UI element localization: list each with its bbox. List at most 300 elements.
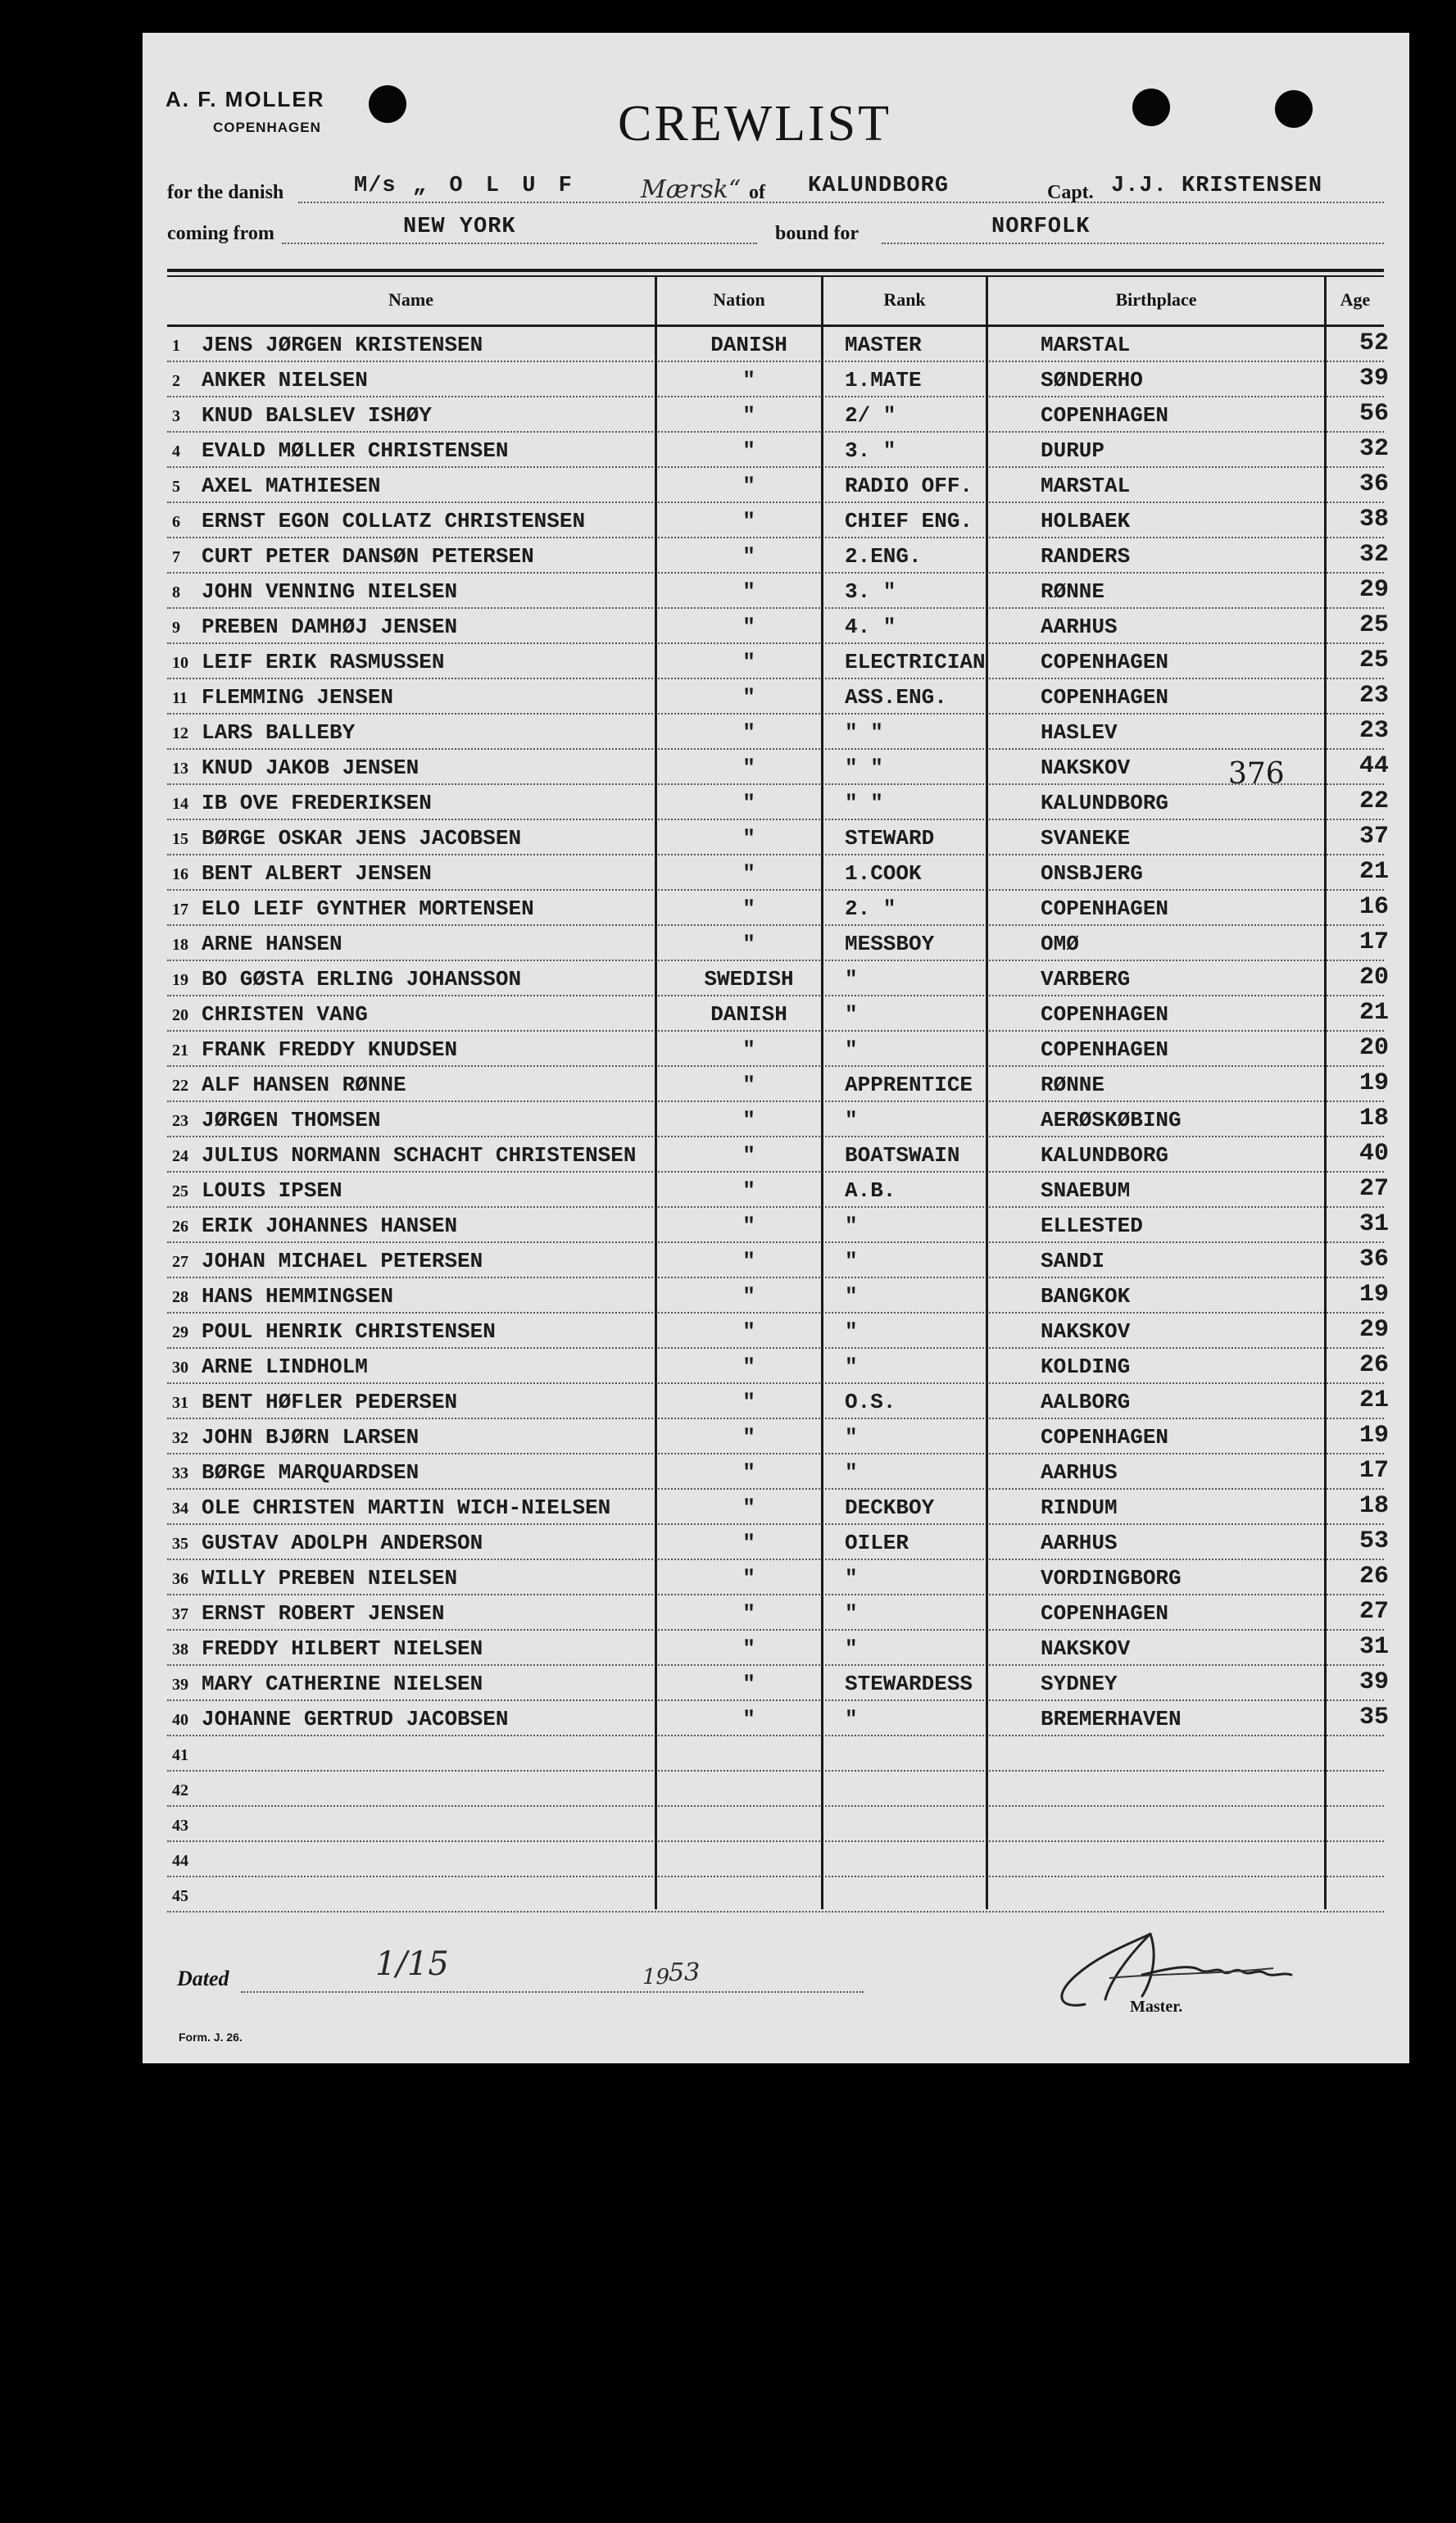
crew-rank: 4. " xyxy=(845,615,896,639)
crew-birthplace: KALUNDBORG xyxy=(1041,1143,1169,1168)
punch-hole xyxy=(369,85,406,123)
table-row xyxy=(167,1419,1390,1454)
crew-name: JOHN VENNING NIELSEN xyxy=(202,579,458,604)
crew-name: ERNST ROBERT JENSEN xyxy=(202,1601,445,1626)
row-number: 45 xyxy=(172,1887,188,1905)
dated-label: Dated xyxy=(177,1967,229,1990)
crew-birthplace: COPENHAGEN xyxy=(1041,650,1169,674)
crew-name: POUL HENRIK CHRISTENSEN xyxy=(202,1319,496,1344)
crew-name: BØRGE MARQUARDSEN xyxy=(202,1460,420,1485)
row-number: 30 xyxy=(172,1359,188,1377)
table-row xyxy=(167,1173,1390,1208)
row-number: 26 xyxy=(172,1218,188,1236)
table-row xyxy=(167,1631,1390,1666)
master-label: Master. xyxy=(1130,1998,1183,2016)
crew-age: 16 xyxy=(1359,893,1390,921)
row-number: 34 xyxy=(172,1500,188,1518)
crew-age: 36 xyxy=(1359,1246,1390,1273)
table-top-rule xyxy=(167,269,1384,272)
crew-rank: " xyxy=(845,1002,858,1027)
crew-age: 27 xyxy=(1359,1175,1390,1203)
table-row xyxy=(167,362,1390,397)
table-row xyxy=(167,397,1390,433)
row-number: 8 xyxy=(172,583,180,601)
crew-birthplace: SØNDERHO xyxy=(1041,368,1143,393)
column-header-name: Name xyxy=(388,289,433,310)
column-divider xyxy=(821,275,823,1909)
crew-nation: DANISH xyxy=(710,1002,787,1027)
table-row xyxy=(167,1772,1384,1807)
table-row xyxy=(167,891,1390,926)
page-number-stamp: 376 xyxy=(1228,757,1285,791)
row-number: 42 xyxy=(172,1781,188,1799)
crew-birthplace: RINDUM xyxy=(1041,1495,1118,1520)
crew-age: 20 xyxy=(1359,1034,1390,1062)
crew-birthplace: HOLBAEK xyxy=(1041,509,1131,533)
crew-nation: " xyxy=(742,438,755,463)
crew-age: 26 xyxy=(1359,1351,1390,1379)
crew-rank: " xyxy=(845,1037,858,1062)
crew-age: 39 xyxy=(1359,365,1390,393)
crew-name: ELO LEIF GYNTHER MORTENSEN xyxy=(202,896,534,921)
crew-rank: 1.COOK xyxy=(845,861,922,886)
crew-name: FREDDY HILBERT NIELSEN xyxy=(202,1636,483,1661)
home-port: KALUNDBORG xyxy=(808,174,950,198)
crew-rank: " xyxy=(845,1601,858,1626)
table-row xyxy=(167,785,1390,820)
crew-rank: ELECTRICIAN xyxy=(845,650,986,674)
crew-rank: " xyxy=(845,1460,858,1485)
crew-nation: " xyxy=(742,1214,755,1238)
crew-birthplace: DURUP xyxy=(1041,438,1105,463)
crew-age: 19 xyxy=(1359,1422,1390,1450)
crew-name: ALF HANSEN RØNNE xyxy=(202,1073,406,1097)
crew-rank: ASS.ENG. xyxy=(845,685,947,710)
crew-age: 23 xyxy=(1359,717,1390,745)
crew-birthplace: BANGKOK xyxy=(1041,1284,1131,1309)
crewlist-form xyxy=(143,33,1409,2063)
crew-rank: 2. " xyxy=(845,896,896,921)
table-row xyxy=(167,1736,1384,1772)
crew-name: ARNE LINDHOLM xyxy=(202,1355,368,1379)
table-row xyxy=(167,855,1390,891)
crew-name: CHRISTEN VANG xyxy=(202,1002,368,1027)
table-row xyxy=(167,679,1390,715)
table-row xyxy=(167,1877,1384,1913)
crew-name: IB OVE FREDERIKSEN xyxy=(202,791,432,815)
row-number: 36 xyxy=(172,1570,188,1588)
crew-rank: 3. " xyxy=(845,438,896,463)
row-number: 27 xyxy=(172,1253,188,1271)
column-divider xyxy=(986,275,988,1909)
crew-name: EVALD MØLLER CHRISTENSEN xyxy=(202,438,509,463)
row-number: 39 xyxy=(172,1676,188,1694)
table-row xyxy=(167,1384,1390,1419)
table-row xyxy=(167,820,1390,855)
crew-birthplace: COPENHAGEN xyxy=(1041,1037,1169,1062)
crew-nation: " xyxy=(742,756,755,780)
column-divider xyxy=(1324,275,1327,1909)
row-number: 21 xyxy=(172,1041,188,1060)
crew-nation: DANISH xyxy=(710,333,787,357)
crew-nation: " xyxy=(742,1636,755,1661)
crew-age: 18 xyxy=(1359,1492,1390,1520)
crew-nation: " xyxy=(742,932,755,956)
crew-rank: CHIEF ENG. xyxy=(845,509,973,533)
row-number: 2 xyxy=(172,372,180,390)
crew-name: BØRGE OSKAR JENS JACOBSEN xyxy=(202,826,522,851)
crew-name: JENS JØRGEN KRISTENSEN xyxy=(202,333,483,357)
crew-nation: " xyxy=(742,1495,755,1520)
crew-birthplace: KOLDING xyxy=(1041,1355,1131,1379)
crew-age: 56 xyxy=(1359,400,1390,428)
crew-age: 25 xyxy=(1359,611,1390,639)
crew-age: 23 xyxy=(1359,682,1390,710)
crew-age: 35 xyxy=(1359,1704,1390,1731)
crew-nation: " xyxy=(742,1460,755,1485)
crew-age: 36 xyxy=(1359,470,1390,498)
year-suffix: 53 xyxy=(669,1958,701,1987)
column-header-rank: Rank xyxy=(883,289,926,310)
crew-birthplace: COPENHAGEN xyxy=(1041,685,1169,710)
crew-name: HANS HEMMINGSEN xyxy=(202,1284,394,1309)
crew-rank: OILER xyxy=(845,1531,909,1555)
captain-name: J.J. KRISTENSEN xyxy=(1111,174,1323,198)
table-row xyxy=(167,1067,1390,1102)
table-row xyxy=(167,926,1390,961)
crew-nation: " xyxy=(742,1390,755,1414)
crew-birthplace: RØNNE xyxy=(1041,579,1105,604)
crew-rank: O.S. xyxy=(845,1390,896,1414)
crew-nation: " xyxy=(742,403,755,428)
table-row xyxy=(167,961,1390,996)
crew-name: ERNST EGON COLLATZ CHRISTENSEN xyxy=(202,509,586,533)
crew-birthplace: VORDINGBORG xyxy=(1041,1566,1182,1590)
crew-rank: " xyxy=(845,1249,858,1273)
row-number: 20 xyxy=(172,1006,188,1024)
row-number: 17 xyxy=(172,901,188,919)
crew-rank: BOATSWAIN xyxy=(845,1143,960,1168)
table-row xyxy=(167,1314,1390,1349)
table-row xyxy=(167,1454,1390,1490)
table-row xyxy=(167,1278,1390,1314)
crew-birthplace: RANDERS xyxy=(1041,544,1131,569)
crew-name: LOUIS IPSEN xyxy=(202,1178,342,1203)
crew-age: 40 xyxy=(1359,1140,1390,1168)
crew-rank: " xyxy=(845,1108,858,1132)
crew-birthplace: AERØSKØBING xyxy=(1041,1108,1182,1132)
row-number: 24 xyxy=(172,1147,188,1165)
crew-name: BENT HØFLER PEDERSEN xyxy=(202,1390,458,1414)
of-label: of xyxy=(749,182,765,203)
bound-for-label: bound for xyxy=(775,223,860,244)
crew-nation: " xyxy=(742,1178,755,1203)
row-number: 12 xyxy=(172,724,188,742)
crew-nation: " xyxy=(742,1707,755,1731)
crew-nation: " xyxy=(742,1355,755,1379)
crew-birthplace: RØNNE xyxy=(1041,1073,1105,1097)
crew-name: OLE CHRISTEN MARTIN WICH-NIELSEN xyxy=(202,1495,611,1520)
crew-birthplace: ONSBJERG xyxy=(1041,861,1143,886)
crew-age: 17 xyxy=(1359,1457,1390,1485)
crew-birthplace: NAKSKOV xyxy=(1041,1319,1131,1344)
crew-rank: DECKBOY xyxy=(845,1495,935,1520)
crew-name: JØRGEN THOMSEN xyxy=(202,1108,381,1132)
crew-rank: 1.MATE xyxy=(845,368,922,393)
table-row xyxy=(167,1666,1390,1701)
crew-nation: " xyxy=(742,826,755,851)
column-header-nation: Nation xyxy=(713,289,765,310)
crew-birthplace: HASLEV xyxy=(1041,720,1118,745)
crew-birthplace: AARHUS xyxy=(1041,615,1118,639)
row-number: 6 xyxy=(172,513,180,531)
crew-age: 53 xyxy=(1359,1527,1390,1555)
table-row xyxy=(167,644,1390,679)
crew-birthplace: OMØ xyxy=(1041,932,1079,956)
crew-name: CURT PETER DANSØN PETERSEN xyxy=(202,544,534,569)
form-number: Form. J. 26. xyxy=(179,2031,243,2044)
row-number: 7 xyxy=(172,548,180,566)
column-divider xyxy=(655,275,657,1909)
table-row xyxy=(167,1137,1390,1173)
crew-age: 18 xyxy=(1359,1105,1390,1132)
row-number: 31 xyxy=(172,1394,188,1412)
crew-age: 29 xyxy=(1359,576,1390,604)
crew-name: ANKER NIELSEN xyxy=(202,368,368,393)
crew-nation: " xyxy=(742,791,755,815)
row-number: 16 xyxy=(172,865,188,883)
crew-nation: " xyxy=(742,615,755,639)
table-row xyxy=(167,1842,1384,1877)
crew-name: FLEMMING JENSEN xyxy=(202,685,394,710)
row-number: 29 xyxy=(172,1323,188,1341)
crew-nation: " xyxy=(742,474,755,498)
crew-name: ARNE HANSEN xyxy=(202,932,342,956)
crew-nation: " xyxy=(742,1143,755,1168)
row-number: 37 xyxy=(172,1605,188,1623)
capt-label: Capt. xyxy=(1047,182,1094,203)
table-row xyxy=(167,996,1390,1032)
row-number: 11 xyxy=(172,689,188,707)
dotted-line xyxy=(298,202,1384,203)
crew-nation: " xyxy=(742,1672,755,1696)
crew-nation: " xyxy=(742,1284,755,1309)
crew-name: GUSTAV ADOLPH ANDERSON xyxy=(202,1531,483,1555)
row-number: 23 xyxy=(172,1112,188,1130)
crew-birthplace: COPENHAGEN xyxy=(1041,403,1169,428)
crew-rank: " " xyxy=(845,720,883,745)
crew-age: 44 xyxy=(1359,752,1390,780)
crew-birthplace: KALUNDBORG xyxy=(1041,791,1169,815)
table-row xyxy=(167,327,1390,362)
row-number: 22 xyxy=(172,1077,188,1095)
table-row xyxy=(167,1490,1390,1525)
company-name: A. F. MOLLER xyxy=(166,87,325,111)
crew-birthplace: COPENHAGEN xyxy=(1041,896,1169,921)
table-row xyxy=(167,503,1390,538)
row-number: 25 xyxy=(172,1182,188,1200)
row-number: 9 xyxy=(172,619,180,637)
crew-name: AXEL MATHIESEN xyxy=(202,474,381,498)
ship-suffix: Mærsk“ xyxy=(641,175,742,204)
table-row xyxy=(167,750,1390,785)
table-row xyxy=(167,1595,1390,1631)
crew-nation: " xyxy=(742,579,755,604)
row-number: 13 xyxy=(172,760,188,778)
row-number: 33 xyxy=(172,1464,188,1482)
crew-rank: MESSBOY xyxy=(845,932,935,956)
crew-nation: " xyxy=(742,861,755,886)
row-number: 1 xyxy=(172,337,180,355)
crew-rank: " xyxy=(845,1425,858,1450)
crew-rank: " xyxy=(845,1566,858,1590)
crew-nation: " xyxy=(742,1425,755,1450)
dotted-line xyxy=(882,243,1384,244)
crew-rank: " xyxy=(845,967,858,992)
crew-nation: " xyxy=(742,720,755,745)
page-title: CREWLIST xyxy=(618,96,891,152)
crew-birthplace: COPENHAGEN xyxy=(1041,1002,1169,1027)
crew-name: KNUD BALSLEV ISHØY xyxy=(202,403,432,428)
company-city: COPENHAGEN xyxy=(213,120,321,135)
table-row xyxy=(167,538,1390,574)
crew-birthplace: COPENHAGEN xyxy=(1041,1425,1169,1450)
crew-birthplace: VARBERG xyxy=(1041,967,1131,992)
crew-nation: " xyxy=(742,1319,755,1344)
crew-birthplace: NAKSKOV xyxy=(1041,1636,1131,1661)
row-number: 14 xyxy=(172,795,188,813)
crew-age: 37 xyxy=(1359,823,1390,851)
table-row xyxy=(167,1525,1390,1560)
row-number: 41 xyxy=(172,1746,188,1764)
crew-name: ERIK JOHANNES HANSEN xyxy=(202,1214,458,1238)
crew-birthplace: MARSTAL xyxy=(1041,333,1131,357)
crew-age: 19 xyxy=(1359,1281,1390,1309)
crew-age: 25 xyxy=(1359,647,1390,674)
crew-nation: " xyxy=(742,509,755,533)
crew-name: FRANK FREDDY KNUDSEN xyxy=(202,1037,458,1062)
crew-name: KNUD JAKOB JENSEN xyxy=(202,756,420,780)
table-row xyxy=(167,1208,1390,1243)
crew-name: PREBEN DAMHØJ JENSEN xyxy=(202,615,458,639)
crew-age: 32 xyxy=(1359,541,1390,569)
crew-nation: SWEDISH xyxy=(704,967,794,992)
crew-nation: " xyxy=(742,1566,755,1590)
crew-birthplace: SNAEBUM xyxy=(1041,1178,1131,1203)
row-number: 18 xyxy=(172,936,188,954)
crew-age: 27 xyxy=(1359,1598,1390,1626)
crew-birthplace: BREMERHAVEN xyxy=(1041,1707,1182,1731)
crew-age: 20 xyxy=(1359,964,1390,992)
crew-rank: STEWARDESS xyxy=(845,1672,973,1696)
row-number: 4 xyxy=(172,442,180,461)
crew-name: JOHAN MICHAEL PETERSEN xyxy=(202,1249,483,1273)
crew-nation: " xyxy=(742,1073,755,1097)
crew-birthplace: AARHUS xyxy=(1041,1460,1118,1485)
crew-rank: MASTER xyxy=(845,333,922,357)
crew-name: BENT ALBERT JENSEN xyxy=(202,861,432,886)
crew-birthplace: SVANEKE xyxy=(1041,826,1131,851)
column-header-age: Age xyxy=(1340,289,1371,310)
crew-name: JOHANNE GERTRUD JACOBSEN xyxy=(202,1707,509,1731)
crew-age: 21 xyxy=(1359,999,1390,1027)
crew-nation: " xyxy=(742,544,755,569)
crew-age: 39 xyxy=(1359,1668,1390,1696)
crew-birthplace: SANDI xyxy=(1041,1249,1105,1273)
year-prefix: 19 xyxy=(642,1965,670,1990)
crew-nation: " xyxy=(742,685,755,710)
crew-rank: " xyxy=(845,1214,858,1238)
for-the-danish-label: for the danish xyxy=(167,182,284,203)
row-number: 3 xyxy=(172,407,180,425)
crew-rank: RADIO OFF. xyxy=(845,474,973,498)
table-row xyxy=(167,715,1390,750)
crew-age: 31 xyxy=(1359,1633,1390,1661)
dotted-line xyxy=(282,243,757,244)
crew-age: 38 xyxy=(1359,506,1390,533)
crew-rank: 2/ " xyxy=(845,403,896,428)
date-day: 1/15 xyxy=(375,1945,449,1983)
table-row xyxy=(167,1243,1390,1278)
crew-rank: " xyxy=(845,1636,858,1661)
crew-nation: " xyxy=(742,896,755,921)
bound-for-value: NORFOLK xyxy=(991,215,1091,239)
crew-rank: " " xyxy=(845,791,883,815)
crew-name: MARY CATHERINE NIELSEN xyxy=(202,1672,483,1696)
crew-name: LEIF ERIK RASMUSSEN xyxy=(202,650,445,674)
crew-birthplace: AARHUS xyxy=(1041,1531,1118,1555)
crew-birthplace: SYDNEY xyxy=(1041,1672,1118,1696)
ship-name: „ O L U F xyxy=(413,174,577,198)
ship-prefix: M/s xyxy=(354,174,397,198)
table-row xyxy=(167,1102,1390,1137)
crew-birthplace: COPENHAGEN xyxy=(1041,1601,1169,1626)
row-number: 10 xyxy=(172,654,188,672)
row-number: 19 xyxy=(172,971,188,989)
crew-age: 19 xyxy=(1359,1069,1390,1097)
table-row xyxy=(167,574,1390,609)
row-number: 35 xyxy=(172,1535,188,1553)
crew-rank: APPRENTICE xyxy=(845,1073,973,1097)
table-row xyxy=(167,468,1390,503)
row-number: 5 xyxy=(172,478,180,496)
table-row xyxy=(167,1032,1390,1067)
dotted-line xyxy=(241,1991,864,1993)
crew-birthplace: MARSTAL xyxy=(1041,474,1131,498)
table-row xyxy=(167,1349,1390,1384)
crew-name: LARS BALLEBY xyxy=(202,720,356,745)
crew-age: 22 xyxy=(1359,787,1390,815)
crew-nation: " xyxy=(742,1249,755,1273)
crew-rank: 3. " xyxy=(845,579,896,604)
crew-name: WILLY PREBEN NIELSEN xyxy=(202,1566,458,1590)
crew-age: 26 xyxy=(1359,1563,1390,1590)
crew-rank: " xyxy=(845,1319,858,1344)
table-header xyxy=(167,275,1384,324)
table-row xyxy=(167,433,1390,468)
crew-age: 31 xyxy=(1359,1210,1390,1238)
crew-nation: " xyxy=(742,1108,755,1132)
crew-age: 21 xyxy=(1359,858,1390,886)
row-number: 28 xyxy=(172,1288,188,1306)
crew-rank: " xyxy=(845,1355,858,1379)
punch-hole xyxy=(1132,88,1170,126)
row-number: 38 xyxy=(172,1640,188,1659)
punch-hole xyxy=(1275,90,1313,128)
crew-age: 52 xyxy=(1359,329,1390,357)
column-header-birthplace: Birthplace xyxy=(1115,289,1197,310)
crew-rank: STEWARD xyxy=(845,826,935,851)
